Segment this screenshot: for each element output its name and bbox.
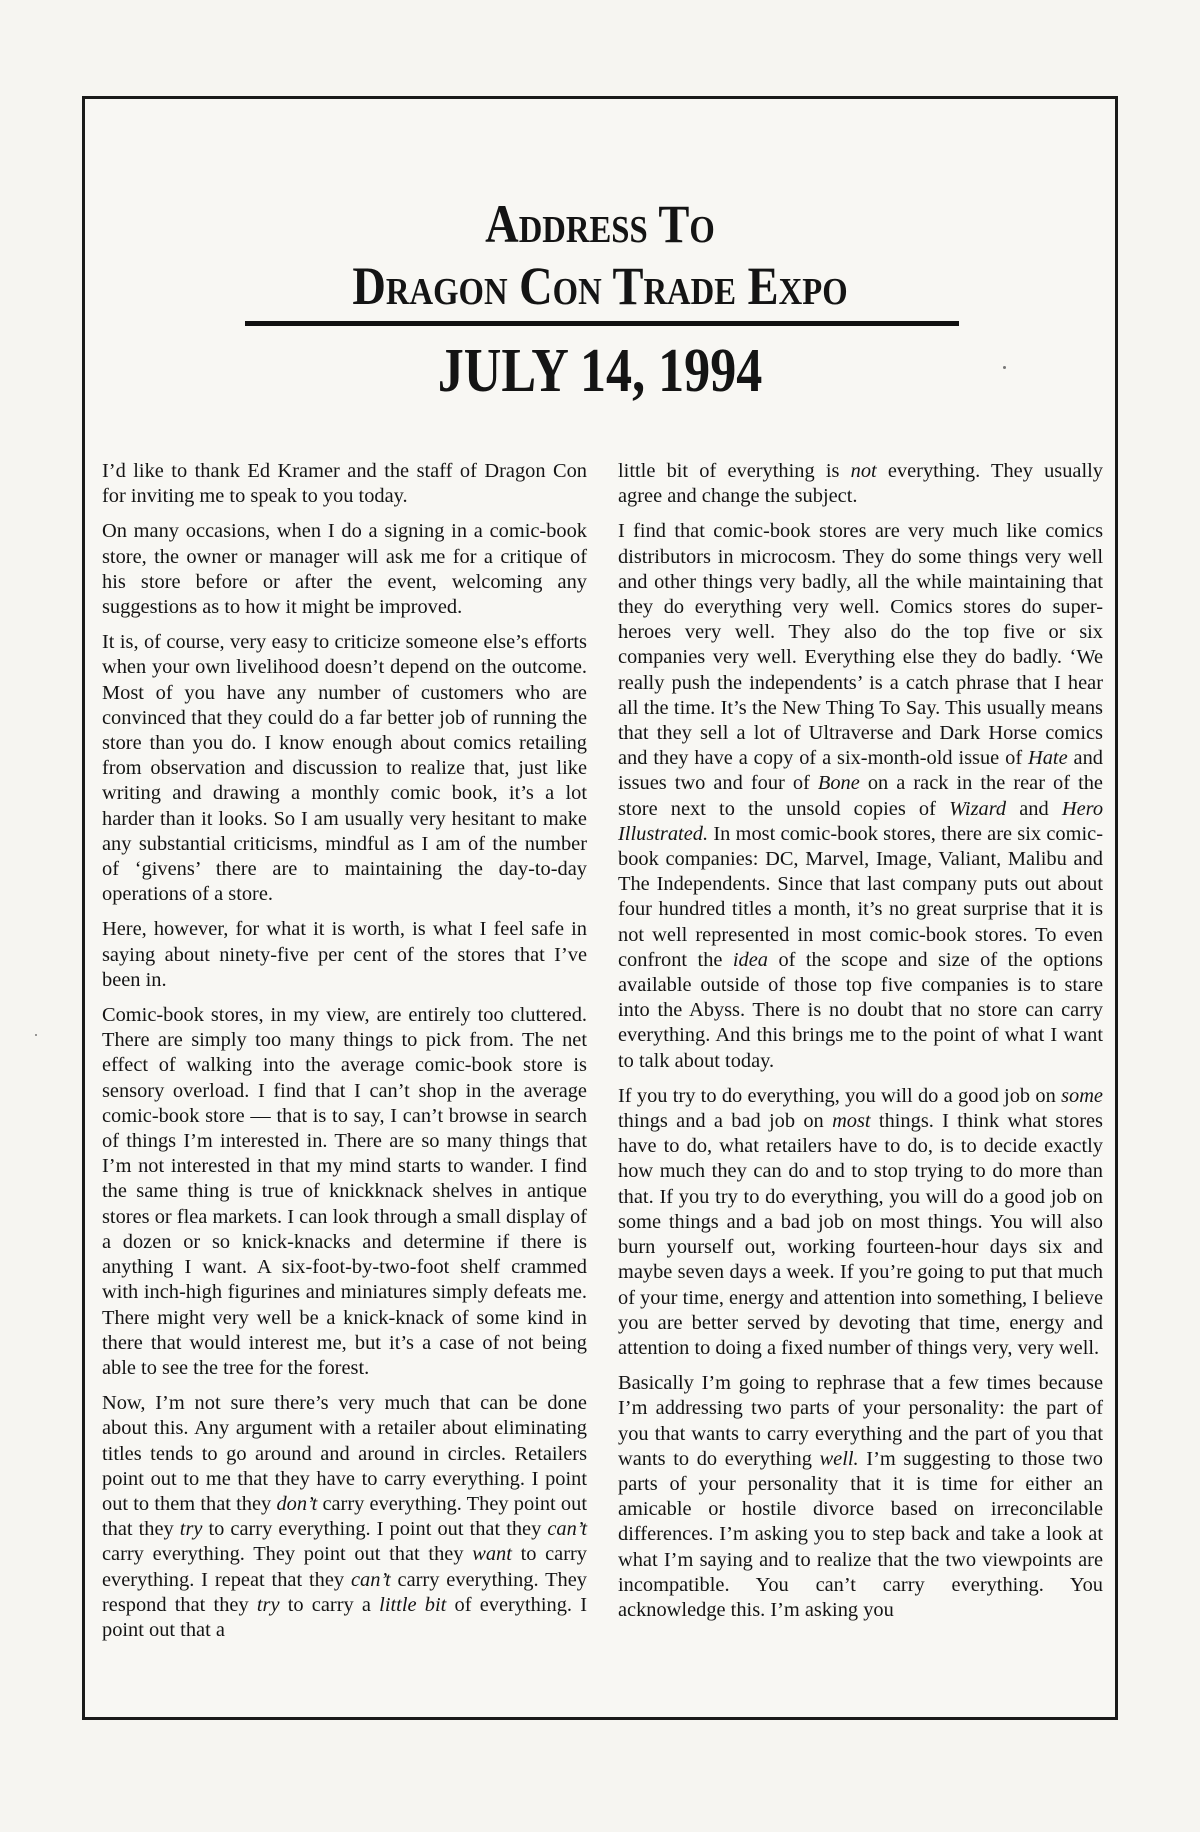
paragraph-8: I find that comic-book stores are very much like comics distributors in microcosm. They do some things very well and other things very badly, all the while maintaining that they do everything very well. Comics stores do super-heroes very well. They also do the top five or six companies very well. Everything else they do badly. ‘We really push the independents’ is a catch phrase that I hear all the time. It’s the New Thing To Say. This usually means that they sell a lot of Ultraverse and Dark Horse comics and they have a copy of a six-month-old issue of Hate and issues two and four of Bone on a rack in the rear of the store next to the unsold copies of Wizard and Hero Illustrated. In most comic-book stores, there are six comic-book companies: DC, Marvel, Image, Valiant, Malibu and The Independents. Since that last company puts out about four hundred titles a month, it’s no great surprise that it is not well represented in most comic-book stores. To even confront the idea of the scope and size of the options available outside of those top five companies is to stare into the Abyss. There is no doubt that no store can carry everything. And this brings me to the point of what I want to talk about today. [618, 520, 1104, 1072]
paragraph-1: I’d like to thank Ed Kramer and the staff of Dragon Con for inviting me to speak to you today. [102, 460, 587, 508]
paper-speck [35, 1034, 37, 1036]
article-frame [82, 96, 1118, 1720]
title-line-1: Address To [485, 194, 715, 254]
date-heading: JULY 14, 1994 [437, 337, 763, 405]
paragraph-4: Here, however, for what it is worth, is what I feel safe in saying about ninety-five per cent of the stores that I’ve been in. [102, 918, 587, 991]
paper-speck [1003, 366, 1006, 369]
paragraph-3: It is, of course, very easy to criticize someone else’s efforts when your own livelihood doesn’t depend on the outcome. Most of you have any number of customers who are convinced that they could do a far better job of running the store than you do. I know enough about comics retailing from observation and discussion to realize that, just like writing and drawing a monthly comic book, it’s a lot harder than it looks. So I am usually very hesitant to make any substantial criticisms, mindful as I am of the number of ‘givens’ there are to maintaining the day-to-day operations of a store. [102, 631, 587, 906]
paragraph-7: little bit of everything is not everything. They usually agree and change the subject. [618, 460, 1103, 508]
title-line-2: Dragon Con Trade Expo [352, 256, 848, 316]
title-rule [245, 321, 959, 326]
right-column [618, 459, 1103, 1633]
paragraph-10: Basically I’m going to rephrase that a few times because I’m addressing two parts of your personality: the part of you that wants to carry everything and the part of you that wants to do everything well. I’m suggesting to those two parts of your personality that it is time for either an amicable or hostile divorce based on irreconcilable differences. I’m asking you to step back and take a look at what I’m saying and to realize that the two viewpoints are incompatible. You can’t carry everything. You acknowledge this. I’m asking you [618, 1372, 1103, 1621]
paragraph-5: Comic-book stores, in my view, are entirely too cluttered. There are simply too many things to pick from. The net effect of walking into the average comic-book store is sensory overload. I find that I can’t shop in the average comic-book store — that is to say, I can’t browse in search of things I’m interested in. There are so many things that I’m not interested in that my mind starts to wander. I find the same thing is true of knickknack shelves in antique stores or flea markets. I can look through a small display of a dozen or so knick-knacks and determine if there is anything I want. A six-foot-by-two-foot shelf crammed with inch-high figurines and miniatures simply defeats me. There might very well be a knick-knack of some kind in there that would interest me, but it’s a case of not being able to see the tree for the forest. [102, 1004, 587, 1379]
left-column [102, 459, 587, 1653]
title-block [85, 193, 1115, 317]
paragraph-2: On many occasions, when I do a signing in a comic-book store, the owner or manager will ask me for a critique of his store before or after the event, welcoming any suggestions as to how it might be improved. [102, 520, 587, 619]
paragraph-9: If you try to do everything, you will do a good job on some things and a bad job on most things. I think what stores have to do, what retailers have to do, is to decide exactly how much they can do and to stop trying to do more than that. If you try to do everything, you will do a good job on some things and a bad job on most things. You will also burn yourself out, working fourteen-hour days six and maybe seven days a week. If you’re going to put that much of your time, energy and attention into something, I believe you are better served by devoting that time, energy and attention to doing a fixed number of things very, very well. [618, 1084, 1103, 1359]
paragraph-6: Now, I’m not sure there’s very much that can be done about this. Any argument with a retailer about eliminating titles tends to go around and around in circles. Retailers point out to me that they have to carry everything. I point out to them that they don’t carry everything. They point out that they try to carry everything. I point out that they can’t carry everything. They point out that they want to carry everything. I repeat that they can’t carry everything. They respond that they try to carry a little bit of everything. I point out that a [102, 1392, 587, 1641]
